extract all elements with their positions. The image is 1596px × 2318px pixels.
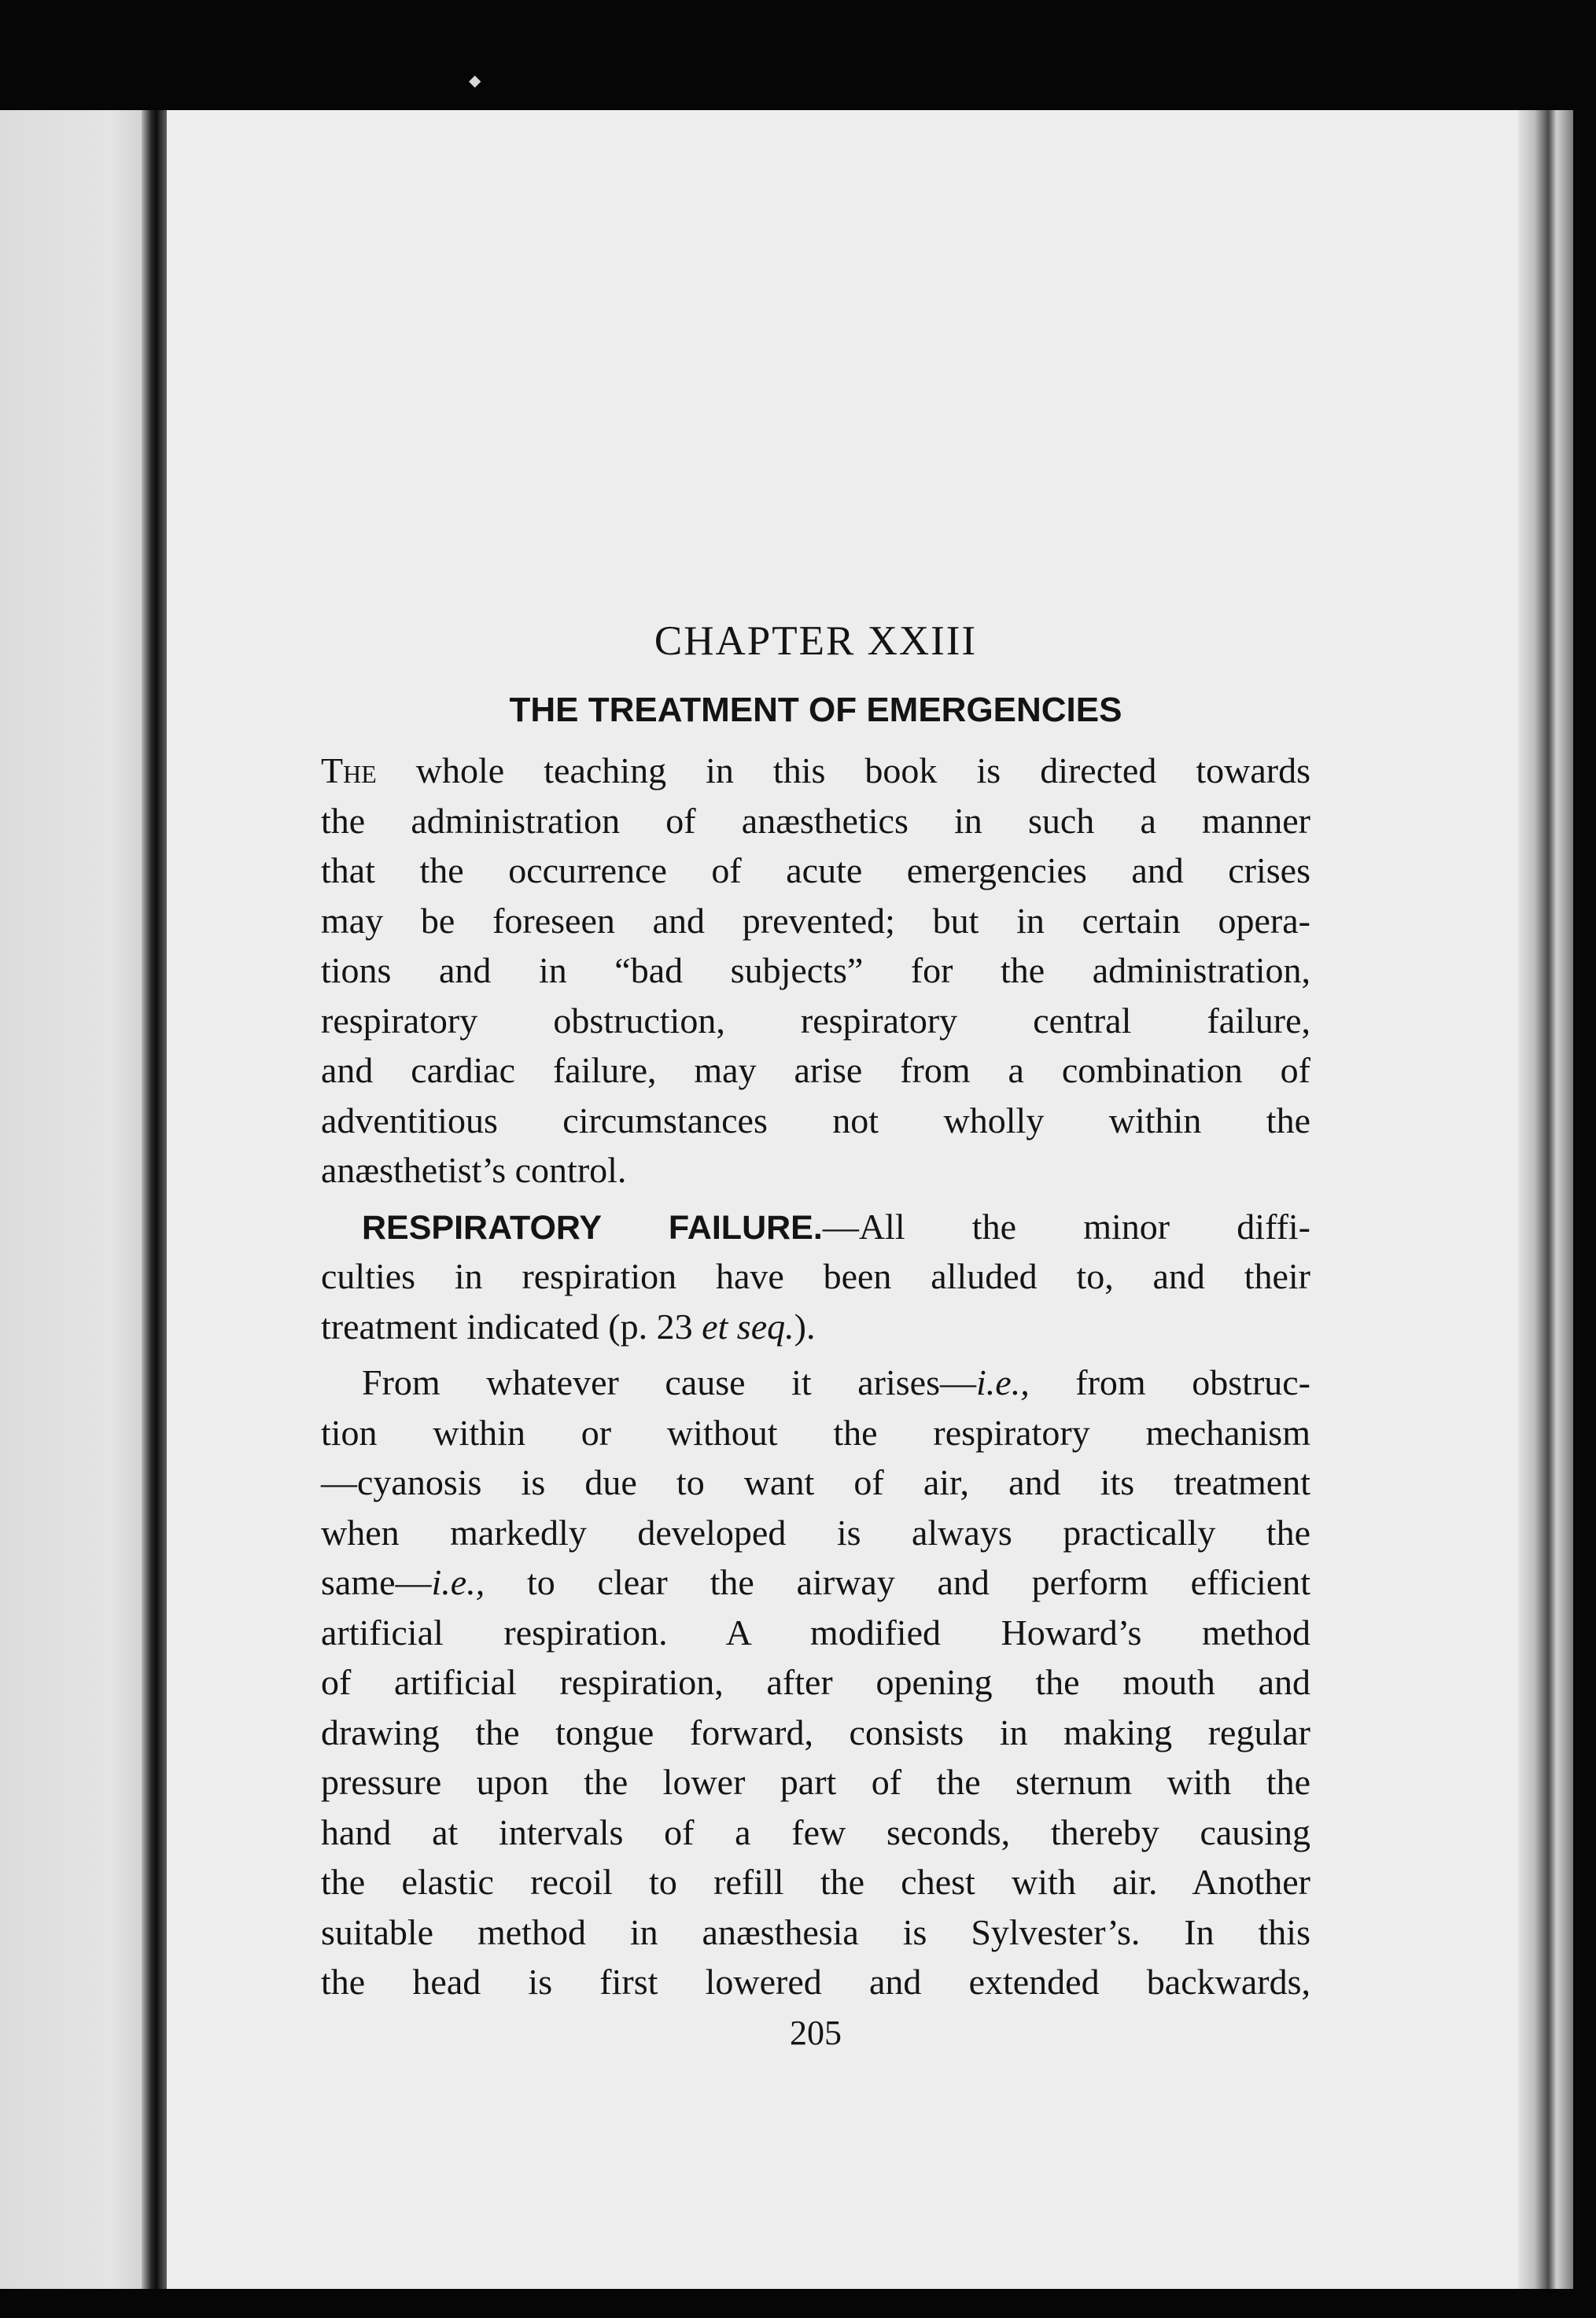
text-line: RESPIRATORY FAILURE.—All the minor diffi- bbox=[362, 1206, 1310, 1247]
text-line: adventitious circumstances not wholly within the bbox=[321, 1100, 1310, 1141]
text-line: tion within or without the respiratory mechanism bbox=[321, 1412, 1310, 1453]
text-line: The whole teaching in this book is directed towards bbox=[321, 750, 1310, 790]
text-line: the elastic recoil to refill the chest with air. Another bbox=[321, 1862, 1310, 1902]
text-line: may be foreseen and prevented; but in certain opera- bbox=[321, 900, 1310, 941]
book-gutter bbox=[142, 110, 168, 2289]
paragraph-cyanosis bbox=[321, 1358, 1310, 2007]
text-line: anæsthetist’s control. bbox=[321, 1150, 627, 1190]
scan-speck: ◆ bbox=[469, 72, 481, 90]
text-line: same—i.e., to clear the airway and perform efficient bbox=[321, 1562, 1310, 1602]
paragraph-respiratory-failure bbox=[321, 1202, 1310, 1352]
text-line: artificial respiration. A modified Howard’s method bbox=[321, 1612, 1310, 1653]
text-line: treatment indicated (p. 23 et seq.). bbox=[321, 1306, 816, 1347]
text-line: suitable method in anæsthesia is Sylvester’s. In this bbox=[321, 1911, 1310, 1952]
text-line: tions and in “bad subjects” for the administration, bbox=[321, 950, 1310, 990]
page-text-block bbox=[321, 614, 1311, 2052]
text-line: and cardiac failure, may arise from a combination of bbox=[321, 1050, 1310, 1090]
paragraph-intro bbox=[321, 746, 1310, 1196]
text-line: when markedly developed is always practically the bbox=[321, 1512, 1310, 1553]
chapter-title: THE TREATMENT OF EMERGENCIES bbox=[509, 691, 1122, 729]
text-line: the head is first lowered and extended backwards, bbox=[321, 1962, 1310, 2002]
section-run-head: RESPIRATORY FAILURE. bbox=[362, 1208, 823, 1247]
text-line: From whatever cause it arises—i.e., from obstruc- bbox=[362, 1362, 1311, 1402]
text-line: the administration of anæsthetics in such a manner bbox=[321, 800, 1310, 841]
text-line: hand at intervals of a few seconds, thereby causing bbox=[321, 1811, 1310, 1852]
text-line: pressure upon the lower part of the sternum with the bbox=[321, 1762, 1310, 1802]
text-line: that the occurrence of acute emergencies and crises bbox=[321, 850, 1310, 890]
facing-page-edge bbox=[0, 110, 161, 2289]
text-line: drawing the tongue forward, consists in making regular bbox=[321, 1712, 1310, 1752]
text-line: culties in respiration have been alluded to, and their bbox=[321, 1256, 1310, 1296]
page-fore-edge bbox=[1518, 110, 1573, 2289]
text-line: —cyanosis is due to want of air, and its treatment bbox=[321, 1462, 1310, 1502]
text-line: respiratory obstruction, respiratory central failure, bbox=[321, 1000, 1310, 1041]
chapter-heading: CHAPTER XXIII bbox=[654, 618, 978, 664]
opening-word: The bbox=[321, 750, 377, 790]
page-number: 205 bbox=[790, 2014, 842, 2052]
text-line: of artificial respiration, after opening the mouth and bbox=[321, 1662, 1310, 1702]
